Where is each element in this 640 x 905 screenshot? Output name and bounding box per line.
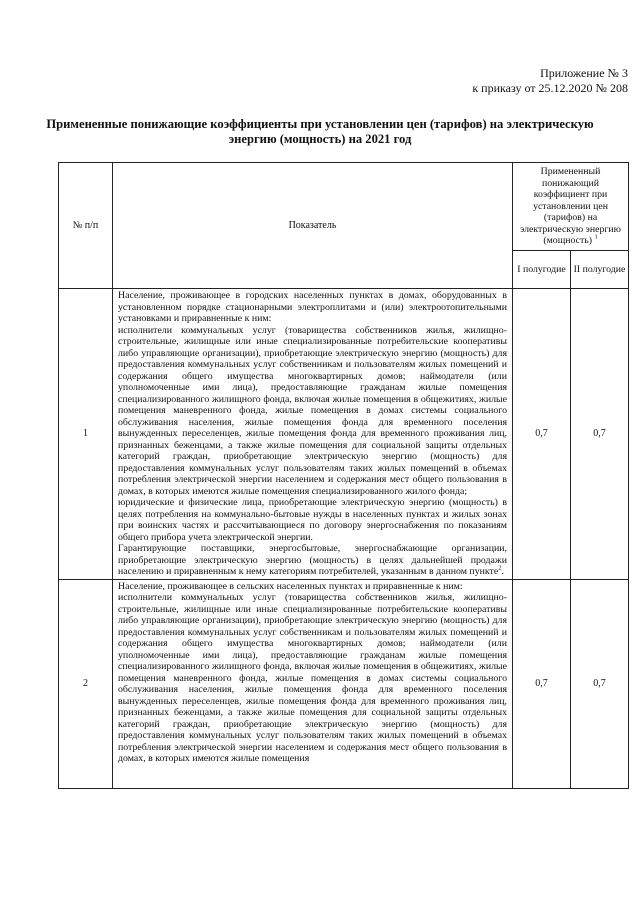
footnote-mark-2: 2 [498,564,502,572]
row-paragraph: Население, проживающее в городских населенных пунктах в домах, оборудованных в установленном порядке стационарными электроплитами и (или) электроотопительными установками и приравненные к ним: [118,290,507,324]
header-half-year-1: I полугодие [513,251,571,289]
row-indicator [113,579,513,788]
header-indicator: Показатель [113,163,513,289]
row-paragraph-end: . [501,566,504,577]
coefficient-half-2: 0,7 [571,289,629,580]
row-paragraph: Население, проживающее в сельских населенных пунктах и приравненные к ним: [118,580,463,592]
coefficient-half-1: 0,7 [513,289,571,580]
row-paragraph [118,543,507,578]
appendix-note [472,66,628,96]
row-number: 2 [59,579,113,788]
row-paragraph-text: Гарантирующие поставщики, энергосбытовые, энергоснабжающие организации, приобретающие электрическую энергию (мощность) в целях дальнейшей продажи населению и приравненным к нему категориям потребителей, указанным в данном пункте [118,543,507,577]
row-paragraph: исполнители коммунальных услуг (товарищества собственников жилья, жилищно-строительные, жилищные или иные специализированные потребительские кооперативы либо управляющие организации), приобретающие электрическую энергию (мощность) для предоставления коммунальных услуг собственникам и пользователям жилых помещений и содержания общего имущества многоквартирных домов; наймодатели (или уполномоченные ими лица), предоставляющие гражданам жилые помещения специализированного жилищного фонда, включая жилые помещения в общежитиях, жилые помещения маневренного фонда, жилые помещения в домах системы социального обслуживания населения, жилые помещения фонда для временного поселения вынужденных переселенцев, жилые помещения фонда для временного проживания лиц, признанных беженцами, а также жилые помещения для социальной защиты отдельных категорий граждан, приобретающие электрическую энергию (мощность) для предоставления коммунальных услуг пользователям таких жилых помещений в объемах потребления электрической энергии населением и содержания мест общего пользования в домах, в которых имеются жилые помещения специализированного жилого фонда; [118,324,507,497]
row-number: 1 [59,289,113,580]
header-half-year-2: II полугодие [571,251,629,289]
table-row [59,289,629,580]
document-title: Примененные понижающие коэффициенты при установлении цен (тарифов) на электрическую энергию (мощность) на 2021 год [46,117,594,146]
appendix-title: Приложение № 3 [540,66,628,80]
table-header-row [59,163,629,251]
appendix-order-ref: к приказу от 25.12.2020 № 208 [472,81,628,95]
header-coefficient [513,163,629,251]
header-coefficient-text: Примененный понижающий коэффициент при установлении цен (тарифов) на электрическую энергию (мощность) [520,166,621,247]
row-indicator [113,289,513,580]
coefficients-table [58,162,629,789]
coefficient-half-1: 0,7 [513,579,571,788]
table-row [59,579,629,788]
footnote-mark-1: 1 [594,233,598,241]
coefficient-half-2: 0,7 [571,579,629,788]
header-num: № п/п [59,163,113,289]
row-indicator-clip [118,581,507,787]
row-paragraph: исполнители коммунальных услуг (товарищества собственников жилья, жилищно-строительные, жилищные или иные специализированные потребительские кооперативы либо управляющие организации), приобретающие электрическую энергию (мощность) для предоставления коммунальных услуг собственникам и пользователям жилых помещений и содержания общего имущества многоквартирных домов; наймодатели (или уполномоченные ими лица), предоставляющие гражданам жилые помещения специализированного жилищного фонда, включая жилые помещения в общежитиях, жилые помещения маневренного фонда, жилые помещения в домах системы социального обслуживания населения, жилые помещения фонда для временного поселения вынужденных переселенцев, жилые помещения фонда для временного проживания лиц, признанных беженцами, а также жилые помещения для социальной защиты отдельных категорий граждан, приобретающие электрическую энергию (мощность) для предоставления коммунальных услуг пользователям таких жилых помещений в объемах потребления электрической энергии населением и содержания мест общего пользования в домах, в которых имеются жилые помещения [118,592,507,764]
row-paragraph: юридические и физические лица, приобретающие электрическую энергию (мощность) в целях потребления на коммунально-бытовые нужды в населенных пунктах и жилых зонах при воинских частях и рассчитывающиеся по договору энергоснабжения по показаниям общего прибора учета электрической энергии. [118,497,507,543]
